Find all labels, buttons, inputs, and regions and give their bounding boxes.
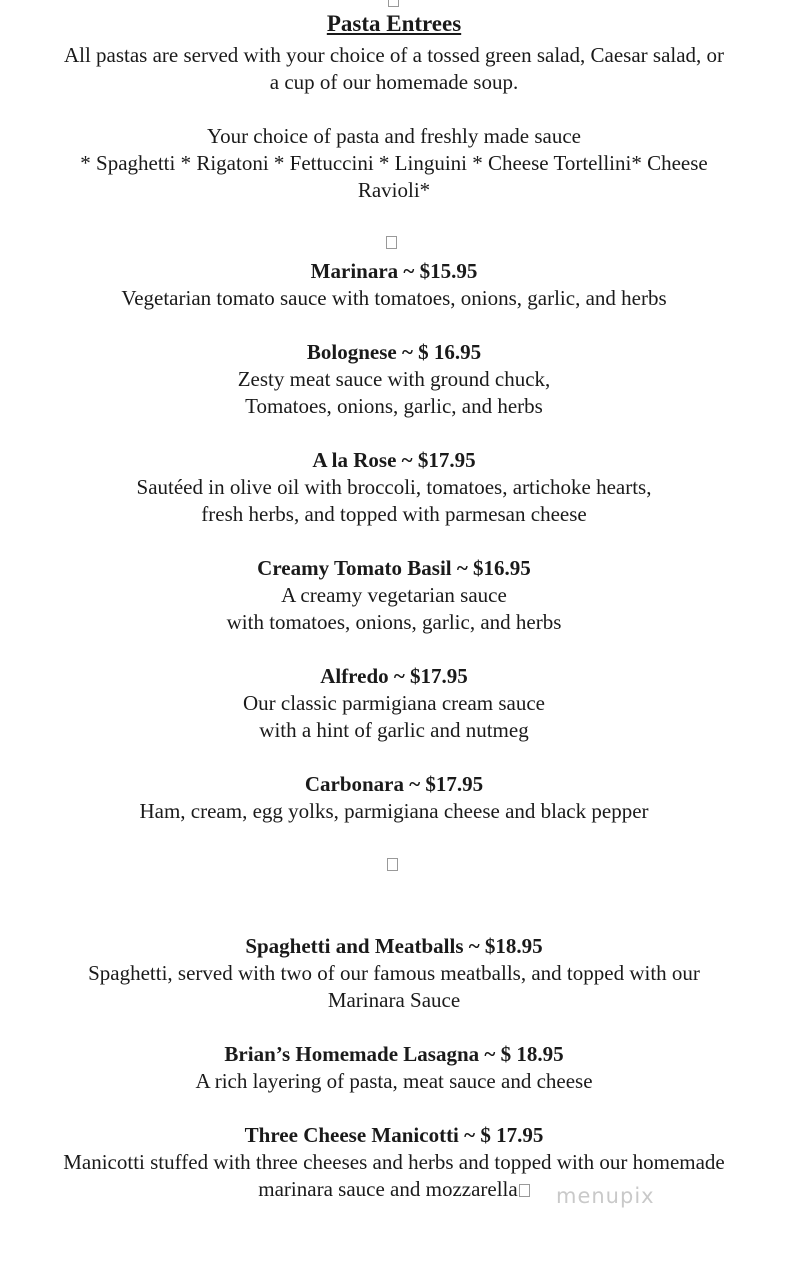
menu-item-desc: Vegetarian tomato sauce with tomatoes, onions, garlic, and herbs bbox=[121, 286, 667, 310]
missing-glyph-icon bbox=[519, 1184, 530, 1197]
menu-item-name: Alfredo ~ $17.95 bbox=[320, 664, 468, 688]
menu-item-desc: Manicotti stuffed with three cheeses and herbs and topped with our homemade bbox=[63, 1150, 725, 1174]
menu-item-desc: A creamy vegetarian sauce bbox=[281, 583, 507, 607]
menu-item-desc: Our classic parmigiana cream sauce bbox=[242, 691, 546, 715]
menu-item-name: A la Rose ~ $17.95 bbox=[312, 448, 476, 472]
menu-item-name: Marinara ~ $15.95 bbox=[310, 259, 478, 283]
menu-item-name: Spaghetti and Meatballs ~ $18.95 bbox=[245, 934, 543, 958]
menu-item-desc: Tomatoes, onions, garlic, and herbs bbox=[245, 394, 543, 418]
pasta-choice-list: * Spaghetti * Rigatoni * Fettuccini * Linguini * Cheese Tortellini* Cheese bbox=[80, 151, 708, 175]
menu-item-desc: Sautéed in olive oil with broccoli, tomatoes, artichoke hearts, bbox=[136, 475, 652, 499]
menu-item-desc: Spaghetti, served with two of our famous meatballs, and topped with our bbox=[88, 961, 700, 985]
menu-item-desc-with-glyph bbox=[0, 1176, 788, 1203]
menu-item-desc: Marinara Sauce bbox=[327, 988, 461, 1012]
watermark: menupix bbox=[556, 1184, 655, 1208]
menu-item-desc: A rich layering of pasta, meat sauce and cheese bbox=[195, 1069, 593, 1093]
missing-glyph-icon bbox=[388, 0, 399, 7]
missing-glyph-icon bbox=[386, 236, 397, 249]
menu-item-name: Carbonara ~ $17.95 bbox=[304, 772, 484, 796]
missing-glyph-icon bbox=[387, 858, 398, 871]
menu-item-desc: with a hint of garlic and nutmeg bbox=[259, 718, 529, 742]
pasta-choice-heading: Your choice of pasta and freshly made sauce bbox=[207, 124, 581, 148]
menu-item-name: Three Cheese Manicotti ~ $ 17.95 bbox=[244, 1123, 544, 1147]
intro-line-1: All pastas are served with your choice of a tossed green salad, Caesar salad, or bbox=[63, 43, 725, 67]
menu-item-desc: marinara sauce and mozzarella bbox=[258, 1177, 518, 1201]
menu-item-name: Creamy Tomato Basil ~ $16.95 bbox=[257, 556, 531, 580]
menu-item-name: Brian’s Homemade Lasagna ~ $ 18.95 bbox=[224, 1042, 564, 1066]
pasta-choice-list-cont: Ravioli* bbox=[357, 178, 431, 202]
menu-item-desc: Ham, cream, egg yolks, parmigiana cheese and black pepper bbox=[139, 799, 649, 823]
menu-item-name: Bolognese ~ $ 16.95 bbox=[306, 340, 482, 364]
section-title: Pasta Entrees bbox=[326, 11, 462, 36]
menu-item-desc: fresh herbs, and topped with parmesan cheese bbox=[201, 502, 587, 526]
menu-item-desc: Zesty meat sauce with ground chuck, bbox=[237, 367, 551, 391]
menu-item-desc: with tomatoes, onions, garlic, and herbs bbox=[226, 610, 562, 634]
intro-line-2: a cup of our homemade soup. bbox=[269, 70, 519, 94]
